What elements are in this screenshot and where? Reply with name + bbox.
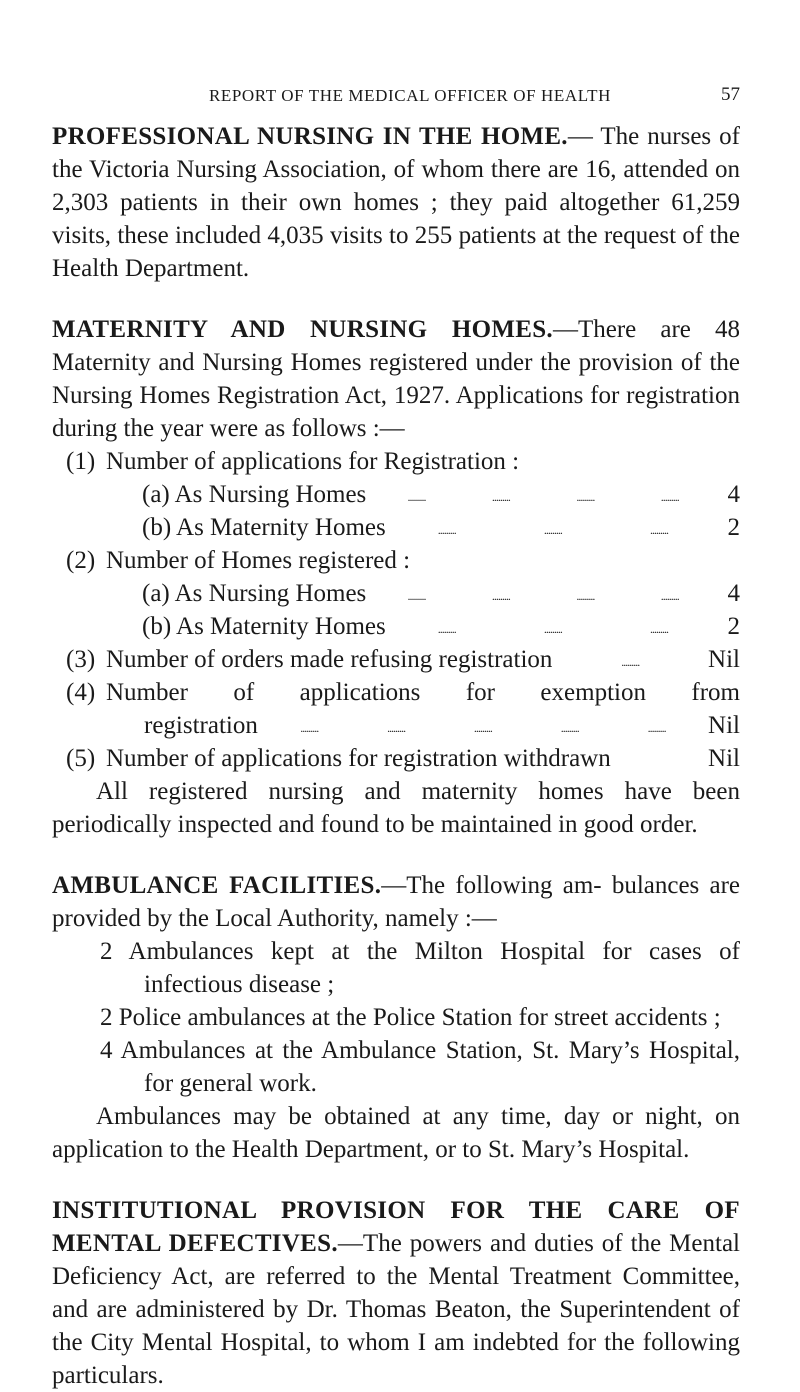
- running-title: REPORT OF THE MEDICAL OFFICER OF HEALTH: [208, 86, 612, 105]
- dot-leader: ......... ......... ......... .........: [407, 589, 679, 603]
- list-item: 4 Ambulances at the Ambulance Station, St. Mary’s Hospital, for general work.: [100, 1037, 740, 1097]
- item-text: Number of applications for exemption from: [106, 679, 740, 706]
- section-heading: PROFESSIONAL NURSING IN THE HOME.: [52, 123, 568, 150]
- item-value: 2: [727, 514, 740, 541]
- section-maternity-nursing-homes: [52, 313, 740, 445]
- item-number: (3): [66, 646, 96, 673]
- section-text: —There are 48 Maternity and Nursing Homes registered under the provision of the Nursing Homes Registration Act, 1927. Applications for registration during the year were as follows :—: [52, 316, 741, 442]
- dot-leader: ......... ......... .........: [437, 622, 668, 636]
- item-text: Number of applications for Registration :: [106, 448, 520, 475]
- list-item: [52, 445, 740, 478]
- list-item: [52, 676, 740, 709]
- item-value: Nil: [708, 745, 740, 772]
- item-value: 4: [727, 481, 740, 508]
- list-item: [52, 511, 740, 544]
- dot-leader: ......... ......... .........: [437, 523, 668, 537]
- item-number: (4): [66, 679, 96, 706]
- item-number: (5): [66, 745, 96, 772]
- item-number: (1): [66, 448, 96, 475]
- dot-leader: ......... ......... ......... .........: [407, 490, 679, 504]
- list-item: 2 Ambulances kept at the Milton Hospital for cases of infectious disease ;: [100, 938, 740, 998]
- section-ambulance-facilities: [52, 869, 740, 935]
- list-item: [52, 544, 740, 577]
- list-item-continuation: [52, 709, 740, 742]
- item-label: (b) As Maternity Homes: [142, 613, 386, 640]
- page-number: 57: [721, 84, 740, 105]
- closing-paragraph: All registered nursing and maternity homes have been periodically inspected and found to be maintained in good order.: [52, 778, 740, 838]
- item-label: (a) As Nursing Homes: [142, 580, 367, 607]
- item-label: (a) As Nursing Homes: [142, 481, 367, 508]
- section-heading: AMBULANCE FACILITIES.: [52, 872, 382, 899]
- dot-leader: .........: [621, 655, 640, 669]
- item-text: Number of orders made refusing registration: [106, 646, 553, 673]
- list-item: 2 Police ambulances at the Police Station for street accidents ;: [100, 1004, 721, 1031]
- item-value: Nil: [708, 646, 740, 673]
- list-item: [52, 610, 740, 643]
- item-value: 2: [727, 613, 740, 640]
- item-text: Number of applications for registration withdrawn: [106, 745, 611, 772]
- item-text: registration: [144, 712, 258, 739]
- section-text: —The following am- bulances are provided by the Local Authority, namely :—: [52, 872, 740, 932]
- item-text: Number of Homes registered :: [106, 547, 411, 574]
- body-content: [52, 120, 740, 1392]
- list-item: [52, 742, 740, 775]
- item-value: 4: [727, 580, 740, 607]
- list-item: [52, 577, 740, 610]
- item-number: (2): [66, 547, 96, 574]
- section-professional-nursing: [52, 120, 740, 285]
- section-heading: INSTITUTIONAL PROVISION FOR THE CARE OF MENTAL DEFECTIVES.: [52, 1197, 740, 1257]
- item-value: Nil: [708, 712, 740, 739]
- list-item: [52, 478, 740, 511]
- section-heading: MATERNITY AND NURSING HOMES.: [52, 316, 553, 343]
- section-text: — The nurses of the Victoria Nursing Association, of whom there are 16, attended on 2,303 patients in their own homes ; they paid altogether 61,259 visits, these included 4,035 visits to 255 patients at the request of the Health Department.: [52, 123, 740, 282]
- item-label: (b) As Maternity Homes: [142, 514, 386, 541]
- closing-paragraph: Ambulances may be obtained at any time, day or night, on application to the Health Department, or to St. Mary’s Hospital.: [52, 1103, 740, 1163]
- section-text: —The powers and duties of the Mental Deficiency Act, are referred to the Mental Treatment Committee, and are administered by Dr. Thomas Beaton, the Superintendent of the City Mental Hospital, to whom I am indebted for the following particulars.: [52, 1230, 740, 1389]
- list-item: [52, 643, 740, 676]
- dot-leader: ......... ......... ......... ......... .........: [300, 721, 666, 735]
- section-institutional-provision: [52, 1194, 740, 1392]
